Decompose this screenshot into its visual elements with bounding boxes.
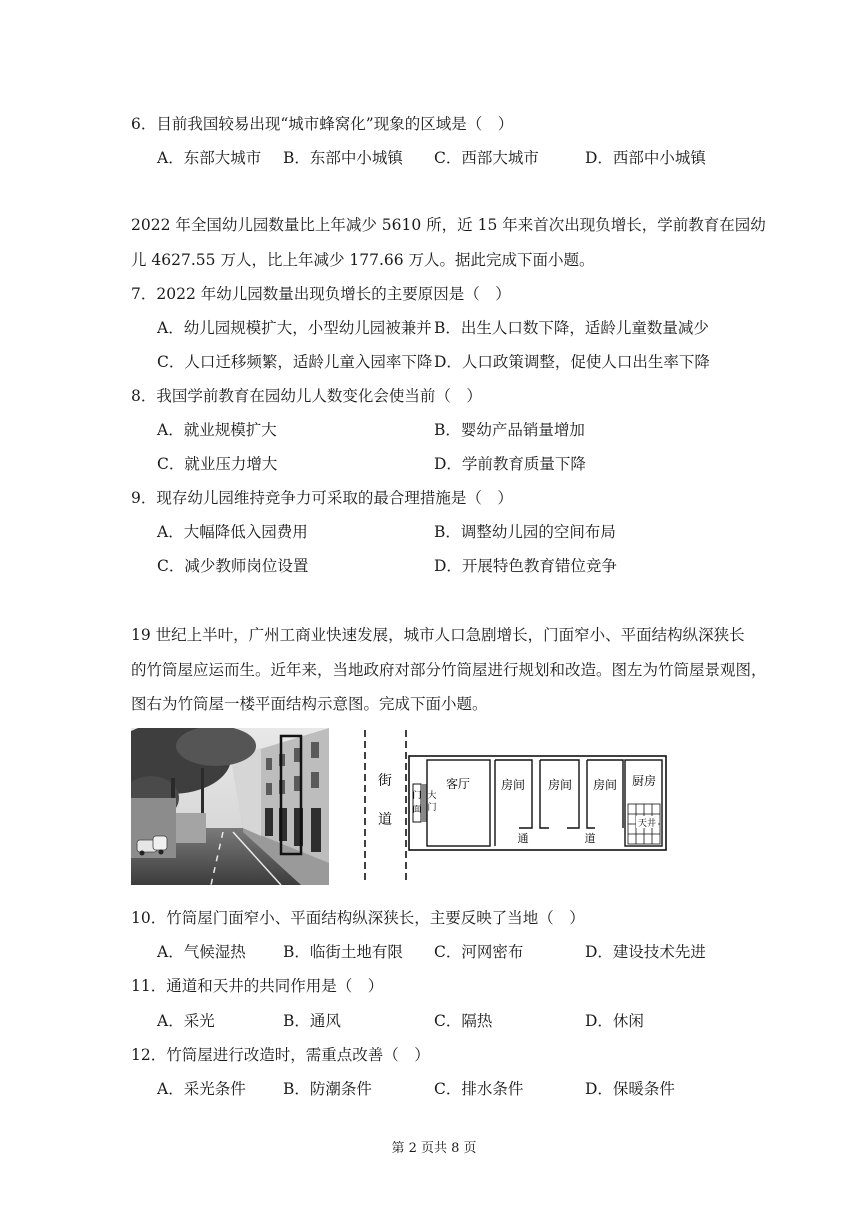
q9-option-c: C．减少教师岗位设置 xyxy=(157,557,309,575)
question-7-stem: 7．2022 年幼儿园数量出现负增长的主要原因是（ ） xyxy=(131,285,511,303)
gate-label-2: 门 xyxy=(427,803,437,813)
q6-option-d: D．西部中小城镇 xyxy=(585,149,706,167)
q12-option-d: D．保暖条件 xyxy=(585,1080,675,1098)
q11-option-c: C．隔热 xyxy=(434,1012,493,1030)
question-8-stem: 8．我国学前教育在园幼儿人数变化会使当前（ ） xyxy=(131,387,482,405)
q6-option-b: B．东部中小城镇 xyxy=(283,149,403,167)
q12-option-b: B．防潮条件 xyxy=(283,1080,372,1098)
q12-option-a: A．采光条件 xyxy=(157,1080,246,1098)
house-outline xyxy=(409,756,666,850)
passage-2-line-3: 图右为竹筒屋一楼平面结构示意图。完成下面小题。 xyxy=(131,695,488,713)
passage-label-2: 道 xyxy=(584,832,596,845)
facade-label-2: 面 xyxy=(412,805,422,815)
q11-option-b: B．通风 xyxy=(283,1012,341,1030)
kitchen xyxy=(625,760,662,846)
q7-option-c: C．人口迁移频繁，适龄儿童入园率下降 xyxy=(157,353,433,371)
q7-option-a: A．幼儿园规模扩大，小型幼儿园被兼并 xyxy=(157,319,432,337)
q9-option-b: B．调整幼儿园的空间布局 xyxy=(434,523,616,541)
q8-option-a: A．就业规模扩大 xyxy=(157,421,277,439)
q9-option-a: A．大幅降低入园费用 xyxy=(157,523,308,541)
q7-option-b: B．出生人口数下降，适龄儿童数量减少 xyxy=(434,319,709,337)
question-11-stem: 11．通道和天井的共同作用是（ ） xyxy=(131,977,384,995)
courtyard-label: 天井 xyxy=(637,819,657,829)
question-9-stem: 9．现存幼儿园维持竞争力可采取的最合理措施是（ ） xyxy=(131,489,513,507)
gate-hatch xyxy=(422,784,427,822)
room-3-label: 房间 xyxy=(592,778,618,792)
question-6-stem: 6．目前我国较易出现“城市蜂窝化”现象的区域是（ ） xyxy=(131,115,514,133)
room-1 xyxy=(495,760,532,828)
passage-1-line-2: 儿 4627.55 万人，比上年减少 177.66 万人。据此完成下面小题。 xyxy=(131,251,595,269)
q8-option-c: C．就业压力增大 xyxy=(157,455,278,473)
street-label-1: 街 xyxy=(378,773,392,789)
q8-option-d: D．学前教育质量下降 xyxy=(434,455,586,473)
q7-option-d: D．人口政策调整，促使人口出生率下降 xyxy=(434,353,710,371)
page-number-footer: 第 2 页共 8 页 xyxy=(391,1141,477,1156)
floor-plan-diagram xyxy=(359,728,671,888)
room-3 xyxy=(587,760,623,828)
q9-option-d: D．开展特色教育错位竞争 xyxy=(434,557,617,575)
q11-option-d: D．休闲 xyxy=(585,1012,644,1030)
room-2 xyxy=(540,760,579,828)
passage-2-line-2: 的竹筒屋应运而生。近年来，当地政府对部分竹筒屋进行规划和改造。图左为竹筒屋景观图， xyxy=(131,661,767,679)
q10-option-d: D．建设技术先进 xyxy=(585,943,706,961)
room-2-label: 房间 xyxy=(547,778,573,792)
q12-option-c: C．排水条件 xyxy=(434,1080,524,1098)
q10-option-a: A．气候湿热 xyxy=(157,943,246,961)
q8-option-b: B．婴幼产品销量增加 xyxy=(434,421,585,439)
question-10-stem: 10．竹筒屋门面窄小、平面结构纵深狭长，主要反映了当地（ ） xyxy=(131,909,585,927)
passage-2-line-1: 19 世纪上半叶，广州工商业快速发展，城市人口急剧增长，门面窄小、平面结构纵深狭长 xyxy=(131,626,745,644)
street-label-2: 道 xyxy=(378,812,392,828)
bamboo-house-figure xyxy=(131,728,671,888)
question-12-stem: 12．竹筒屋进行改造时，需重点改善（ ） xyxy=(131,1046,430,1064)
passage-1-line-1: 2022 年全国幼儿园数量比上年减少 5610 所，近 15 年来首次出现负增长，学前教育在园幼 xyxy=(131,216,766,234)
living-room-label: 客厅 xyxy=(445,777,471,791)
facade-label-1: 门 xyxy=(412,791,422,801)
passage-label-1: 通 xyxy=(517,832,529,845)
q10-option-b: B．临街土地有限 xyxy=(283,943,403,961)
kitchen-label: 厨房 xyxy=(631,774,657,788)
q6-option-c: C．西部大城市 xyxy=(434,149,539,167)
street-photo xyxy=(131,728,329,885)
q6-option-a: A．东部大城市 xyxy=(157,149,262,167)
room-1-label: 房间 xyxy=(500,778,526,792)
gate-label-1: 大 xyxy=(427,791,437,801)
q11-option-a: A．采光 xyxy=(157,1012,215,1030)
q10-option-c: C．河网密布 xyxy=(434,943,524,961)
